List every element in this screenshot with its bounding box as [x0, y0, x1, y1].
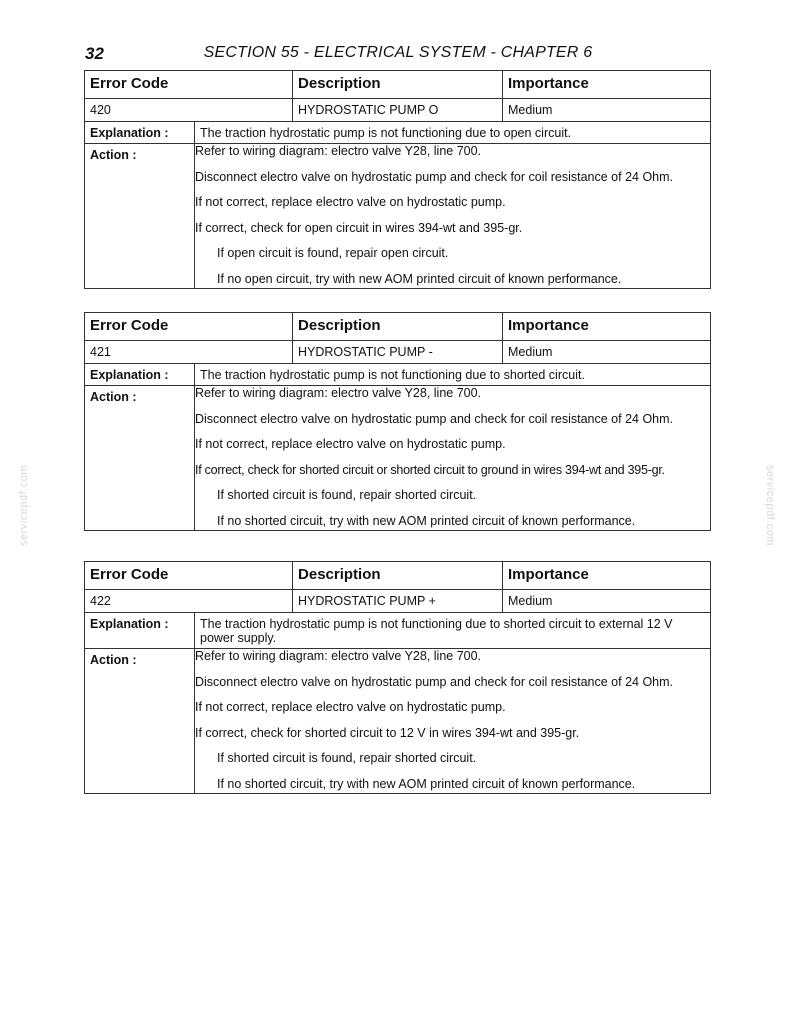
code-row: [85, 590, 711, 613]
explanation-row: [85, 122, 711, 144]
action-step: Disconnect electro valve on hydrostatic pump and check for coil resistance of 24 Ohm.: [195, 674, 674, 689]
action-row: [85, 386, 711, 531]
table-header-row: [85, 71, 711, 99]
code-row: [85, 341, 711, 364]
explanation-text: The traction hydrostatic pump is not functioning due to shorted circuit.: [195, 364, 711, 386]
column-header-description: Description: [293, 562, 503, 590]
action-step: Refer to wiring diagram: electro valve Y28, line 700.: [195, 144, 482, 158]
explanation-row: [85, 364, 711, 386]
error-code-value: 420: [85, 99, 293, 122]
explanation-label: Explanation :: [85, 122, 195, 144]
description-value: HYDROSTATIC PUMP -: [293, 341, 503, 364]
explanation-label: Explanation :: [85, 364, 195, 386]
column-header-importance: Importance: [503, 71, 711, 99]
action-substep: If open circuit is found, repair open circuit.: [217, 246, 449, 260]
error-table-420: [84, 70, 711, 289]
page-number: 32: [85, 44, 104, 63]
action-list: [195, 649, 711, 794]
importance-value: Medium: [503, 341, 711, 364]
action-step: Disconnect electro valve on hydrostatic pump and check for coil resistance of 24 Ohm.: [195, 169, 674, 184]
action-substep: If no open circuit, try with new AOM printed circuit of known performance.: [217, 271, 622, 286]
action-step: If not correct, replace electro valve on hydrostatic pump.: [195, 700, 506, 714]
explanation-text: The traction hydrostatic pump is not functioning due to shorted circuit to external 12 V power supply.: [195, 613, 711, 649]
column-header-importance: Importance: [503, 562, 711, 590]
error-code-value: 421: [85, 341, 293, 364]
column-header-error-code: Error Code: [85, 71, 293, 99]
action-label: Action :: [85, 649, 195, 794]
column-header-description: Description: [293, 313, 503, 341]
action-step: Disconnect electro valve on hydrostatic pump and check for coil resistance of 24 Ohm.: [195, 411, 674, 426]
column-header-description: Description: [293, 71, 503, 99]
importance-value: Medium: [503, 99, 711, 122]
error-table-422: [84, 561, 711, 794]
description-value: HYDROSTATIC PUMP +: [293, 590, 503, 613]
action-step: If not correct, replace electro valve on hydrostatic pump.: [195, 195, 506, 209]
column-header-error-code: Error Code: [85, 562, 293, 590]
action-step: If not correct, replace electro valve on hydrostatic pump.: [195, 437, 506, 451]
action-row: [85, 144, 711, 289]
action-label: Action :: [85, 144, 195, 289]
section-title: SECTION 55 - ELECTRICAL SYSTEM - CHAPTER 6: [203, 44, 593, 61]
description-value: HYDROSTATIC PUMP O: [293, 99, 503, 122]
action-label: Action :: [85, 386, 195, 531]
explanation-text: The traction hydrostatic pump is not functioning due to open circuit.: [195, 122, 711, 144]
error-table-421: [84, 312, 711, 531]
column-header-importance: Importance: [503, 313, 711, 341]
explanation-row: [85, 613, 711, 649]
action-substep: If shorted circuit is found, repair shorted circuit.: [217, 488, 477, 502]
importance-value: Medium: [503, 590, 711, 613]
action-step: If correct, check for shorted circuit or shorted circuit to ground in wires 394-wt and 395-gr.: [195, 462, 665, 477]
action-step: Refer to wiring diagram: electro valve Y28, line 700.: [195, 649, 482, 663]
explanation-label: Explanation :: [85, 613, 195, 649]
action-step: If correct, check for shorted circuit to 12 V in wires 394-wt and 395-gr.: [195, 725, 580, 740]
table-header-row: [85, 562, 711, 590]
page-header: [85, 42, 711, 68]
error-code-value: 422: [85, 590, 293, 613]
action-substep: If shorted circuit is found, repair shorted circuit.: [217, 751, 477, 765]
action-list: [195, 144, 711, 289]
action-substep: If no shorted circuit, try with new AOM printed circuit of known performance.: [217, 776, 636, 791]
action-substep: If no shorted circuit, try with new AOM printed circuit of known performance.: [217, 513, 636, 528]
column-header-error-code: Error Code: [85, 313, 293, 341]
code-row: [85, 99, 711, 122]
action-step: If correct, check for open circuit in wires 394-wt and 395-gr.: [195, 220, 523, 235]
table-header-row: [85, 313, 711, 341]
action-list: [195, 386, 711, 531]
action-step: Refer to wiring diagram: electro valve Y28, line 700.: [195, 386, 482, 400]
action-row: [85, 649, 711, 794]
watermark-right: servicepdf.com: [764, 465, 776, 546]
watermark-left: servicepdf.com: [18, 465, 30, 546]
